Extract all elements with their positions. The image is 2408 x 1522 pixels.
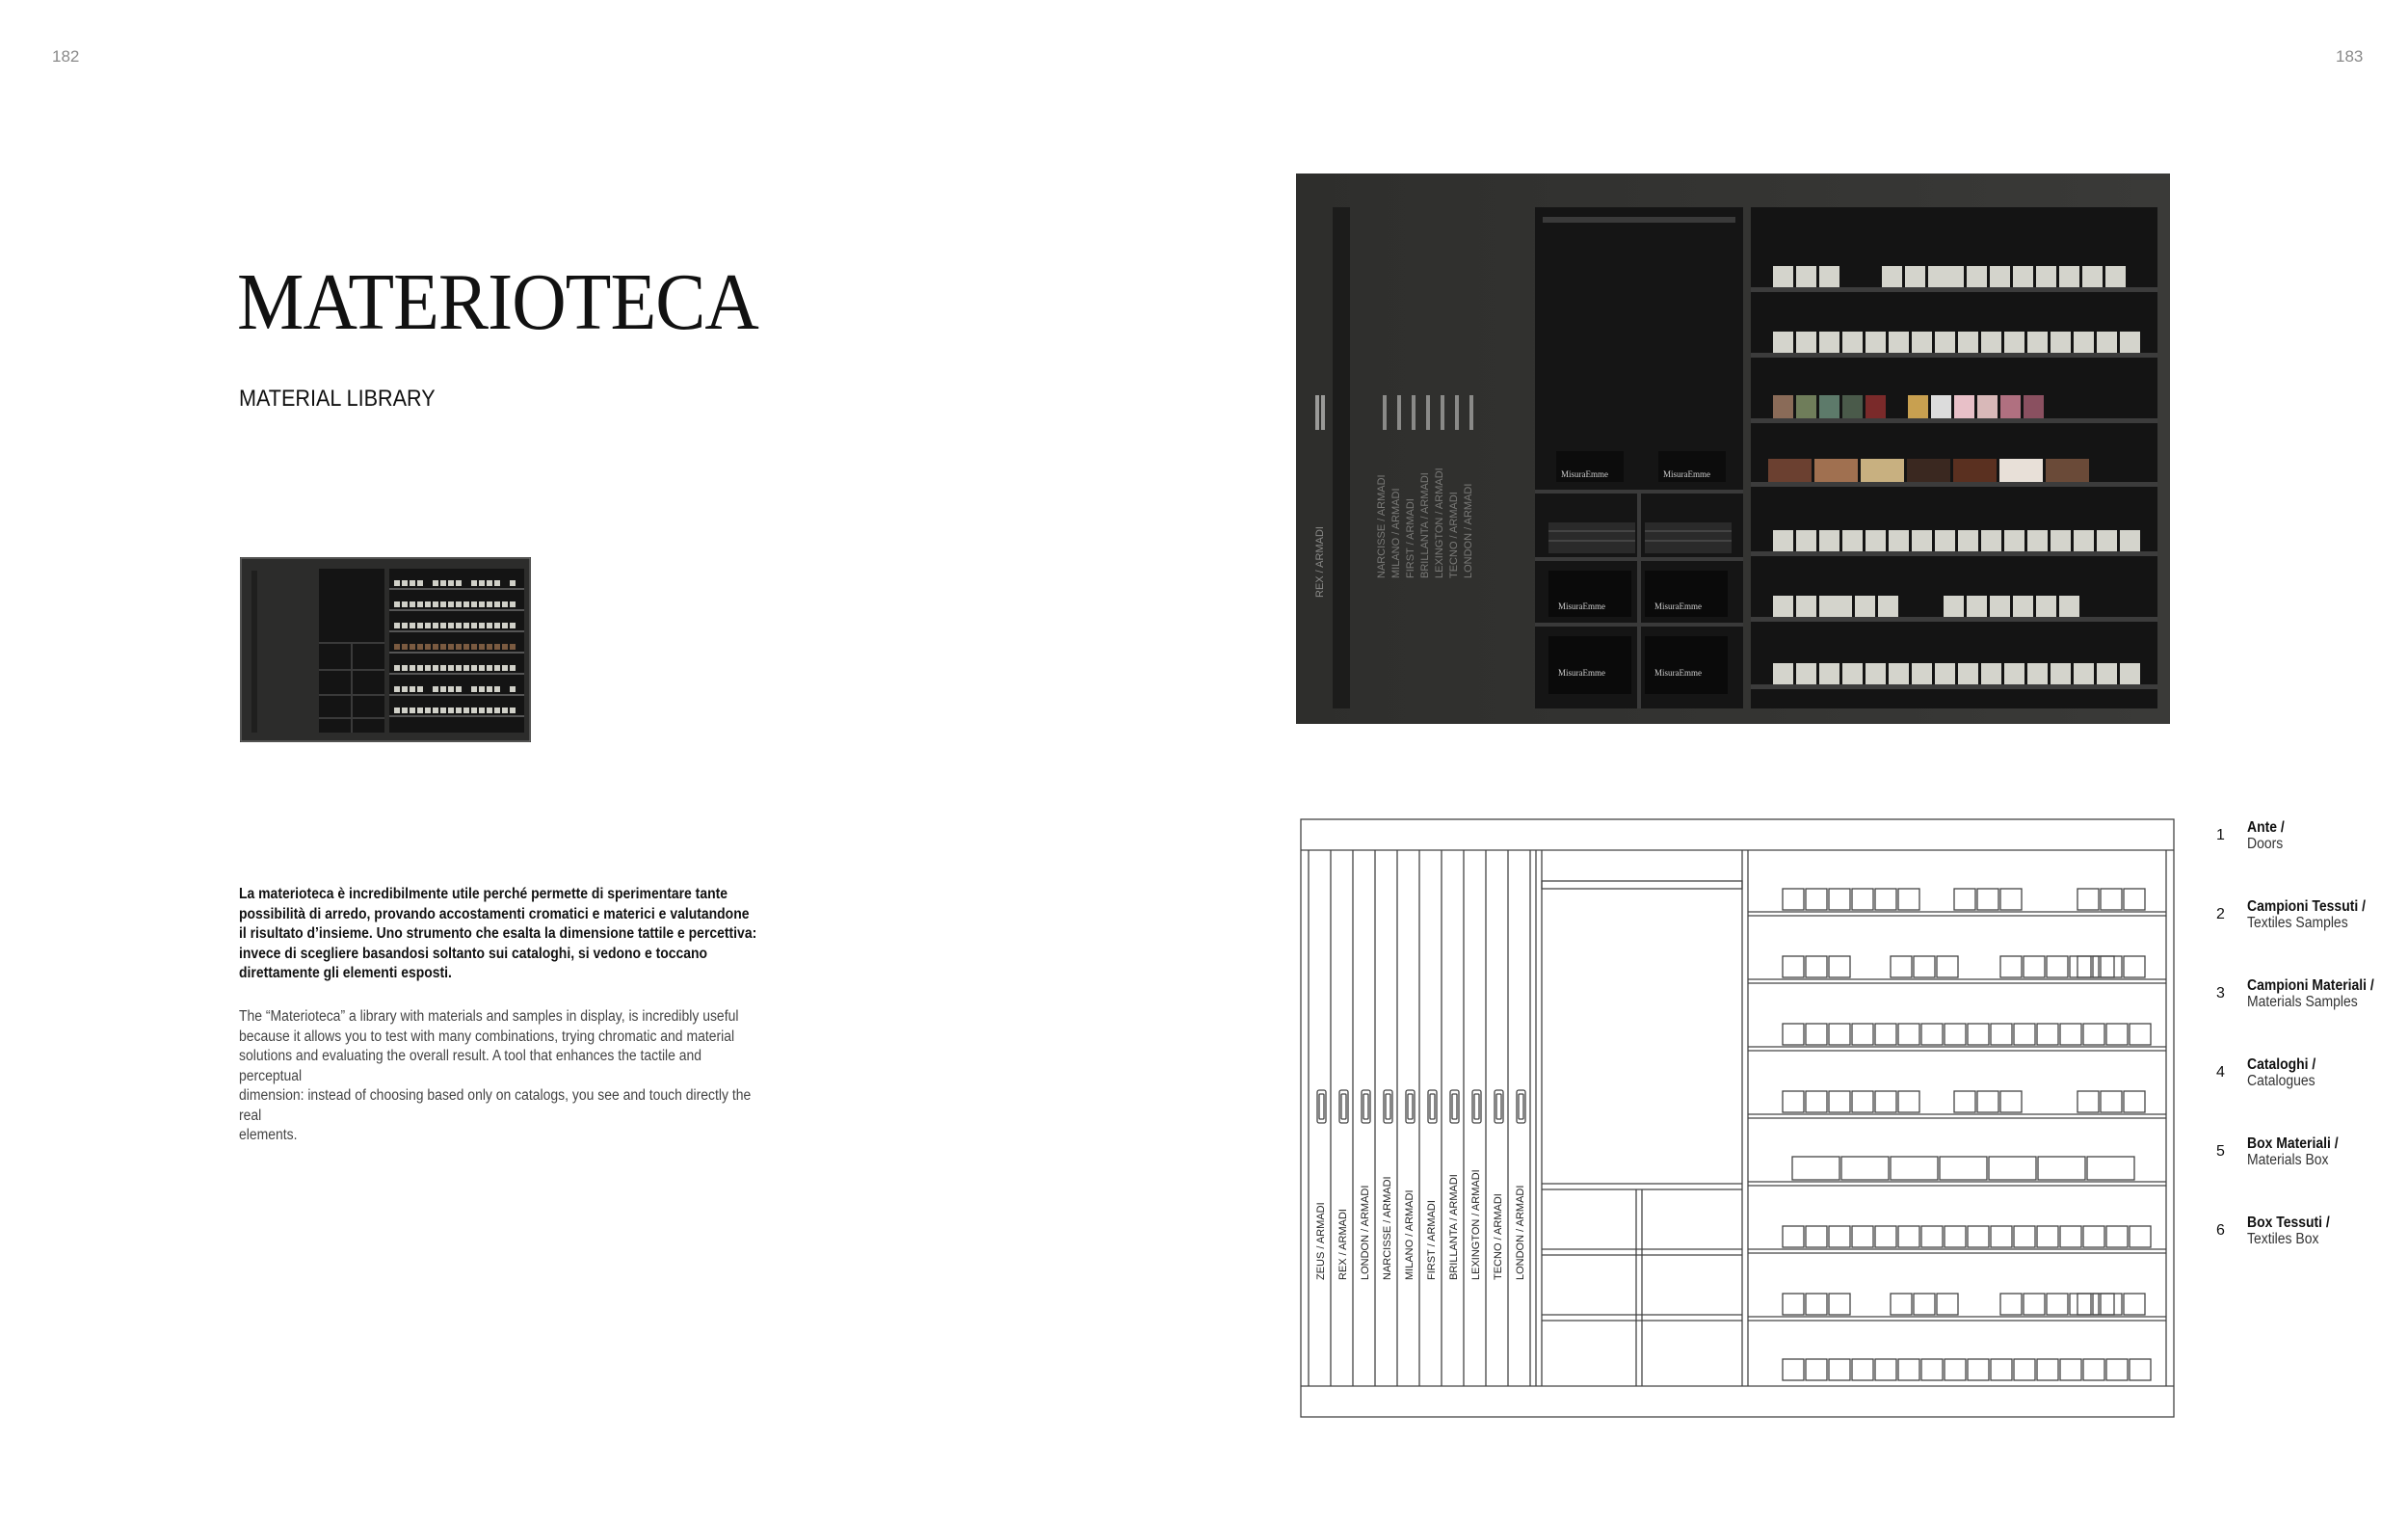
sample-slot — [1852, 1091, 1873, 1112]
legend-number: 6 — [2216, 1222, 2225, 1239]
door-handle — [1384, 1090, 1392, 1123]
textile-sample — [2027, 332, 2048, 353]
sample-slot — [1898, 1091, 1919, 1112]
textile-sample — [1905, 266, 1925, 287]
material-sample — [1819, 395, 1839, 418]
legend-label-en: Materials Samples — [2247, 994, 2358, 1010]
sample-slot — [2101, 1294, 2122, 1315]
door-handle — [1412, 395, 1416, 430]
material-sample — [1861, 459, 1904, 482]
door-label: ZEUS / ARMADI — [1315, 1202, 1327, 1280]
sample-slot — [1891, 1294, 1912, 1315]
door-label: FIRST / ARMADI — [1426, 1200, 1438, 1280]
door-label: MILANO / ARMADI — [1390, 488, 1402, 578]
sample-slot — [1806, 1294, 1827, 1315]
door-handle — [1469, 395, 1473, 430]
sample-slot — [2093, 956, 2114, 977]
text-line: elements. — [239, 1127, 298, 1143]
legend-label-en: Doors — [2247, 836, 2284, 852]
textile-sample — [2036, 596, 2056, 617]
sample-slot — [1829, 1091, 1850, 1112]
door-handle — [1495, 1090, 1503, 1123]
sample-slot — [1898, 1226, 1919, 1247]
sample-slot — [1806, 1226, 1827, 1247]
textile-sample — [1773, 663, 1793, 684]
door-handle — [1455, 395, 1459, 430]
textile-sample — [1944, 596, 1964, 617]
door-handle — [1397, 395, 1401, 430]
sample-slot — [1921, 1359, 1943, 1380]
legend-label-it: Box Materiali / — [2247, 1135, 2339, 1152]
sample-slot — [1852, 1359, 1873, 1380]
material-box — [1989, 1157, 2036, 1180]
legend-number: 1 — [2216, 827, 2225, 843]
sample-slot — [2077, 956, 2099, 977]
material-sample — [1842, 395, 1863, 418]
material-sample — [1768, 459, 1812, 482]
sample-slot — [1921, 1226, 1943, 1247]
textile-sample — [2074, 530, 2094, 551]
textile-sample — [2082, 266, 2103, 287]
sample-slot — [2124, 889, 2145, 910]
material-box — [2038, 1157, 2085, 1180]
sample-slot — [2093, 1294, 2114, 1315]
cabinet-render — [1296, 174, 2170, 724]
textile-sample — [2105, 266, 2126, 287]
sample-slot — [1945, 1226, 1966, 1247]
door-handle — [1383, 395, 1387, 430]
text-line: possibilità di arredo, provando accostamenti cromatici e materici e valutandone — [239, 905, 750, 922]
legend-label-it: Ante / — [2247, 819, 2285, 836]
sample-slot — [2047, 956, 2068, 977]
material-sample — [2046, 459, 2089, 482]
textile-sample — [1842, 530, 1863, 551]
textile-sample — [1773, 332, 1793, 353]
text-line: direttamente gli elementi esposti. — [239, 965, 452, 981]
textile-sample — [2036, 266, 2056, 287]
sample-slot — [2130, 1024, 2151, 1045]
door-label: TECNO / ARMADI — [1448, 492, 1460, 578]
textile-sample — [1889, 663, 1909, 684]
sample-slot — [2014, 1359, 2035, 1380]
legend-label-it: Box Tessuti / — [2247, 1215, 2330, 1231]
sample-slot — [1783, 1091, 1804, 1112]
text-line: dimension: instead of choosing based only on catalogs, you see and touch directly the real — [239, 1087, 752, 1124]
textile-sample — [1796, 663, 1816, 684]
door-label: LONDON / ARMADI — [1360, 1185, 1371, 1280]
cabinet-thumbnail — [240, 557, 531, 742]
legend-number: 2 — [2216, 906, 2225, 922]
material-sample — [1954, 395, 1974, 418]
textile-sample — [1773, 596, 1793, 617]
sample-slot — [1921, 1024, 1943, 1045]
textile-sample — [2051, 530, 2071, 551]
sample-slot — [1968, 1024, 1989, 1045]
sample-slot — [2000, 956, 2022, 977]
text-line: il risultato d’insieme. Uno strumento che esalta la dimensione tattile e percettiva: — [239, 925, 757, 942]
text-line: because it allows you to test with many combinations, trying chromatic and material — [239, 1028, 735, 1045]
sample-slot — [1829, 889, 1850, 910]
textile-sample — [1819, 530, 1839, 551]
material-sample — [1814, 459, 1858, 482]
textile-sample — [1842, 332, 1863, 353]
sample-slot — [2130, 1226, 2151, 1247]
sample-slot — [1945, 1024, 1966, 1045]
door-label: REX / ARMADI — [1337, 1209, 1349, 1280]
door-label: LEXINGTON / ARMADI — [1470, 1169, 1482, 1280]
textile-sample — [1832, 596, 1852, 617]
textile-sample — [1796, 530, 1816, 551]
door-label: BRILLANTA / ARMADI — [1419, 472, 1431, 578]
textile-sample — [1796, 332, 1816, 353]
material-box — [1792, 1157, 1839, 1180]
sample-slot — [2037, 1226, 2058, 1247]
sample-slot — [1891, 956, 1912, 977]
text-line: solutions and evaluating the overall result. A tool that enhances the tactile and perceptual — [239, 1048, 702, 1084]
box-brand: MisuraEmme — [1558, 601, 1605, 611]
door-handle — [1362, 1090, 1370, 1123]
legend-label-en: Catalogues — [2247, 1073, 2315, 1089]
legend-label-it: Campioni Tessuti / — [2247, 898, 2366, 915]
body-text-italian — [239, 885, 759, 984]
body-text-english — [239, 1007, 768, 1146]
textile-sample — [1889, 332, 1909, 353]
sample-slot — [1991, 1359, 2012, 1380]
textile-sample — [1935, 663, 1955, 684]
sample-slot — [1875, 1359, 1896, 1380]
textile-sample — [2051, 663, 2071, 684]
textile-sample — [1958, 530, 1978, 551]
legend-label-it: Cataloghi / — [2247, 1056, 2316, 1073]
textile-sample — [1990, 596, 2010, 617]
textile-sample — [2027, 663, 2048, 684]
door-label: TECNO / ARMADI — [1493, 1193, 1504, 1280]
textile-sample — [1819, 663, 1839, 684]
door-label: MILANO / ARMADI — [1404, 1189, 1416, 1280]
textile-sample — [1967, 596, 1987, 617]
door-handle — [1339, 1090, 1348, 1123]
sample-slot — [1914, 956, 1935, 977]
door-handle — [1517, 1090, 1525, 1123]
text-line: La materioteca è incredibilmente utile perché permette di sperimentare tante — [239, 886, 728, 902]
textile-sample — [2059, 596, 2079, 617]
textile-sample — [1967, 266, 1987, 287]
door-label: BRILLANTA / ARMADI — [1448, 1174, 1460, 1280]
material-sample — [1866, 395, 1886, 418]
sample-slot — [2077, 1294, 2099, 1315]
legend-label-it: Campioni Materiali / — [2247, 977, 2374, 994]
material-box — [2087, 1157, 2134, 1180]
textile-sample — [2097, 530, 2117, 551]
sample-slot — [2000, 1294, 2022, 1315]
sample-slot — [2101, 956, 2122, 977]
textile-sample — [2097, 332, 2117, 353]
sample-slot — [2106, 1024, 2128, 1045]
door-label: NARCISSE / ARMADI — [1382, 1176, 1393, 1280]
sample-slot — [1852, 1226, 1873, 1247]
sample-slot — [1852, 1024, 1873, 1045]
sample-slot — [1783, 1294, 1804, 1315]
box-brand: MisuraEmme — [1654, 601, 1702, 611]
sample-slot — [1806, 889, 1827, 910]
sample-slot — [2000, 1091, 2022, 1112]
material-box — [1940, 1157, 1987, 1180]
sample-slot — [2077, 1091, 2099, 1112]
material-sample — [1999, 459, 2043, 482]
textile-sample — [1981, 332, 2001, 353]
door-label: LEXINGTON / ARMADI — [1434, 467, 1445, 578]
sample-slot — [2060, 1226, 2081, 1247]
box-brand: MisuraEmme — [1561, 469, 1608, 479]
door-label: FIRST / ARMADI — [1405, 498, 1416, 578]
sample-slot — [1968, 1226, 1989, 1247]
material-sample — [2000, 395, 2021, 418]
sample-slot — [1898, 1359, 1919, 1380]
material-sample — [1796, 395, 1816, 418]
sample-slot — [1806, 1024, 1827, 1045]
textile-sample — [2051, 332, 2071, 353]
legend-number: 4 — [2216, 1064, 2225, 1081]
sample-slot — [1991, 1226, 2012, 1247]
textile-sample — [1912, 663, 1932, 684]
sample-slot — [1968, 1359, 1989, 1380]
sample-slot — [1875, 1091, 1896, 1112]
textile-sample — [2059, 266, 2079, 287]
text-line: invece di scegliere basandosi soltanto sui cataloghi, si vedono e toccano — [239, 945, 708, 962]
sample-slot — [1829, 1226, 1850, 1247]
textile-sample — [2004, 332, 2024, 353]
sample-slot — [1977, 889, 1998, 910]
textile-sample — [2027, 530, 2048, 551]
textile-sample — [1944, 266, 1964, 287]
material-sample — [1977, 395, 1998, 418]
sample-slot — [1806, 956, 1827, 977]
sample-slot — [1829, 1359, 1850, 1380]
door-handle — [1426, 395, 1430, 430]
sample-slot — [1954, 1091, 1975, 1112]
sample-slot — [2130, 1359, 2151, 1380]
sample-slot — [2101, 889, 2122, 910]
textile-sample — [1773, 266, 1793, 287]
textile-sample — [1796, 596, 1816, 617]
sample-slot — [2070, 1294, 2091, 1315]
sample-slot — [1991, 1024, 2012, 1045]
text-line: The “Materioteca” a library with materials and samples in display, is incredibly useful — [239, 1008, 739, 1025]
sample-slot — [2014, 1226, 2035, 1247]
sample-slot — [1806, 1091, 1827, 1112]
sample-slot — [2106, 1226, 2128, 1247]
sample-slot — [2124, 1294, 2145, 1315]
legend-number: 3 — [2216, 985, 2225, 1001]
door-label: REX / ARMADI — [1314, 526, 1326, 598]
sample-slot — [1945, 1359, 1966, 1380]
sample-slot — [2060, 1024, 2081, 1045]
page-number-left: 182 — [52, 47, 80, 66]
sample-slot — [1852, 889, 1873, 910]
textile-sample — [2120, 663, 2140, 684]
material-sample — [1907, 459, 1950, 482]
material-sample — [1953, 459, 1997, 482]
textile-sample — [1878, 596, 1898, 617]
box-brand: MisuraEmme — [1663, 469, 1710, 479]
sample-slot — [1875, 1024, 1896, 1045]
door-handle — [1450, 1090, 1459, 1123]
sample-slot — [1783, 1359, 1804, 1380]
sample-slot — [2070, 956, 2091, 977]
textile-sample — [2013, 596, 2033, 617]
door-label: LONDON / ARMADI — [1515, 1185, 1526, 1280]
sample-slot — [2014, 1024, 2035, 1045]
sample-slot — [1954, 889, 1975, 910]
textile-sample — [1866, 663, 1886, 684]
sample-slot — [2000, 889, 2022, 910]
sample-slot — [2024, 1294, 2045, 1315]
textile-sample — [1842, 663, 1863, 684]
textile-sample — [1935, 332, 1955, 353]
sample-slot — [2101, 1091, 2122, 1112]
door-label: LONDON / ARMADI — [1463, 483, 1474, 578]
legend-label-en: Textiles Box — [2247, 1231, 2319, 1247]
textile-sample — [1958, 663, 1978, 684]
textile-sample — [2013, 266, 2033, 287]
textile-sample — [2074, 663, 2094, 684]
textile-sample — [1855, 596, 1875, 617]
sample-slot — [1875, 889, 1896, 910]
sample-slot — [1977, 1091, 1998, 1112]
textile-sample — [1889, 530, 1909, 551]
textile-sample — [1981, 663, 2001, 684]
sample-slot — [1898, 1024, 1919, 1045]
sample-slot — [1783, 1226, 1804, 1247]
material-box — [1891, 1157, 1938, 1180]
material-sample — [2024, 395, 2044, 418]
legend-number: 5 — [2216, 1143, 2225, 1160]
door-handle — [1406, 1090, 1415, 1123]
box-brand: MisuraEmme — [1558, 668, 1605, 678]
page-number-right: 183 — [2336, 47, 2364, 66]
door-handle — [1428, 1090, 1437, 1123]
sample-slot — [2077, 889, 2099, 910]
sample-slot — [2124, 956, 2145, 977]
sample-slot — [1829, 956, 1850, 977]
textile-sample — [1866, 332, 1886, 353]
sample-slot — [2047, 1294, 2068, 1315]
textile-sample — [1958, 332, 1978, 353]
page-title: MATERIOTECA — [237, 257, 758, 347]
sample-slot — [2083, 1024, 2104, 1045]
legend-label-en: Textiles Samples — [2247, 915, 2348, 931]
textile-sample — [1882, 266, 1902, 287]
box-brand: MisuraEmme — [1654, 668, 1702, 678]
textile-sample — [2004, 530, 2024, 551]
door-handle — [1317, 1090, 1326, 1123]
sample-slot — [2124, 1091, 2145, 1112]
textile-sample — [1796, 266, 1816, 287]
sample-slot — [1875, 1226, 1896, 1247]
textile-sample — [2097, 663, 2117, 684]
textile-sample — [1981, 530, 2001, 551]
textile-sample — [1773, 530, 1793, 551]
sample-slot — [1783, 1024, 1804, 1045]
material-sample — [1908, 395, 1928, 418]
door-handle — [1441, 395, 1444, 430]
textile-sample — [2004, 663, 2024, 684]
sample-slot — [1937, 956, 1958, 977]
sample-slot — [2024, 956, 2045, 977]
sample-slot — [1806, 1359, 1827, 1380]
page-subtitle: MATERIAL LIBRARY — [239, 386, 436, 412]
legend-label-en: Materials Box — [2247, 1152, 2329, 1168]
textile-sample — [1866, 530, 1886, 551]
sample-slot — [1914, 1294, 1935, 1315]
door-label: NARCISSE / ARMADI — [1376, 474, 1388, 578]
sample-slot — [1937, 1294, 1958, 1315]
door-panel — [1333, 207, 1350, 708]
sample-slot — [2106, 1359, 2128, 1380]
textile-sample — [1935, 530, 1955, 551]
sample-slot — [2060, 1359, 2081, 1380]
textile-sample — [1990, 266, 2010, 287]
material-box — [1841, 1157, 1889, 1180]
sample-slot — [2037, 1024, 2058, 1045]
textile-sample — [1912, 332, 1932, 353]
textile-sample — [2120, 530, 2140, 551]
material-sample — [1931, 395, 1951, 418]
sample-slot — [1829, 1294, 1850, 1315]
sample-slot — [1898, 889, 1919, 910]
sample-slot — [2083, 1359, 2104, 1380]
sample-slot — [1829, 1024, 1850, 1045]
sample-slot — [2083, 1226, 2104, 1247]
textile-sample — [1819, 332, 1839, 353]
cabinet-drawing — [1299, 817, 2178, 1421]
material-sample — [1773, 395, 1793, 418]
door-handle — [1472, 1090, 1481, 1123]
sample-slot — [2037, 1359, 2058, 1380]
textile-sample — [2120, 332, 2140, 353]
sample-slot — [1783, 956, 1804, 977]
sample-slot — [1783, 889, 1804, 910]
textile-sample — [1819, 266, 1839, 287]
textile-sample — [2074, 332, 2094, 353]
textile-sample — [1912, 530, 1932, 551]
